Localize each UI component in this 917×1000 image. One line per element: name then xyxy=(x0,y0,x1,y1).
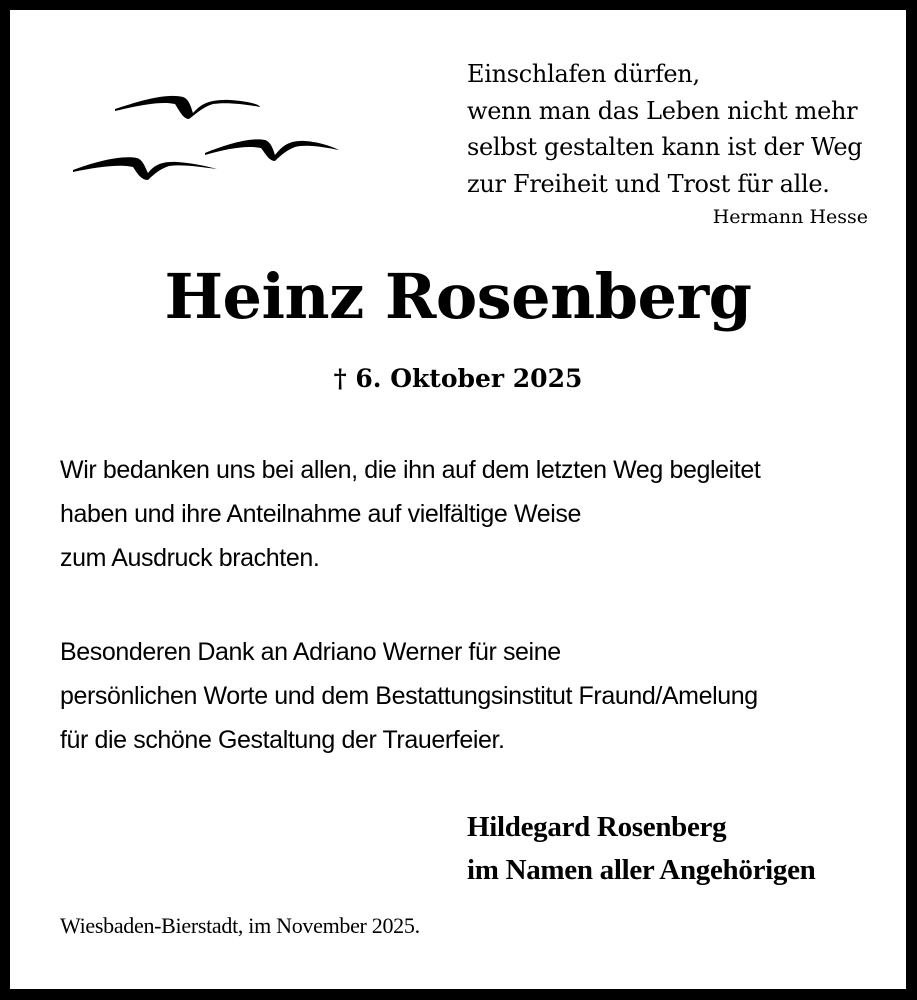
text-line: persönlichen Worte und dem Bestattungsinstitut Fraund/Amelung xyxy=(60,682,758,710)
quote-line: zur Freiheit und Trost für alle. xyxy=(467,169,830,198)
death-date: † 6. Oktober 2025 xyxy=(333,364,583,393)
text-line: haben und ihre Anteilnahme auf vielfältige Weise xyxy=(60,500,581,528)
flying-birds-icon xyxy=(65,85,355,185)
thanks-paragraph-2 xyxy=(60,630,758,762)
place-and-date: Wiesbaden-Bierstadt, im November 2025. xyxy=(60,913,420,938)
deceased-name: Heinz Rosenberg xyxy=(164,260,752,333)
signature-note: im Namen aller Angehörigen xyxy=(467,854,816,886)
signature-block xyxy=(467,806,816,892)
text-line: Wir bedanken uns bei allen, die ihn auf dem letzten Weg begleitet xyxy=(60,456,761,484)
text-line: zum Ausdruck brachten. xyxy=(60,544,320,572)
obituary-notice xyxy=(10,10,906,989)
thanks-paragraph-1 xyxy=(60,448,760,580)
signature-name: Hildegard Rosenberg xyxy=(467,811,727,843)
text-line: Besonderen Dank an Adriano Werner für seine xyxy=(60,638,561,666)
quote-block xyxy=(467,56,887,202)
quote-author: Hermann Hesse xyxy=(712,206,868,228)
quote-line: wenn man das Leben nicht mehr xyxy=(467,96,858,125)
quote-line: selbst gestalten kann ist der Weg xyxy=(467,133,863,161)
quote-line: Einschlafen dürfen, xyxy=(467,60,700,88)
text-line: für die schöne Gestaltung der Trauerfeier. xyxy=(60,726,505,754)
